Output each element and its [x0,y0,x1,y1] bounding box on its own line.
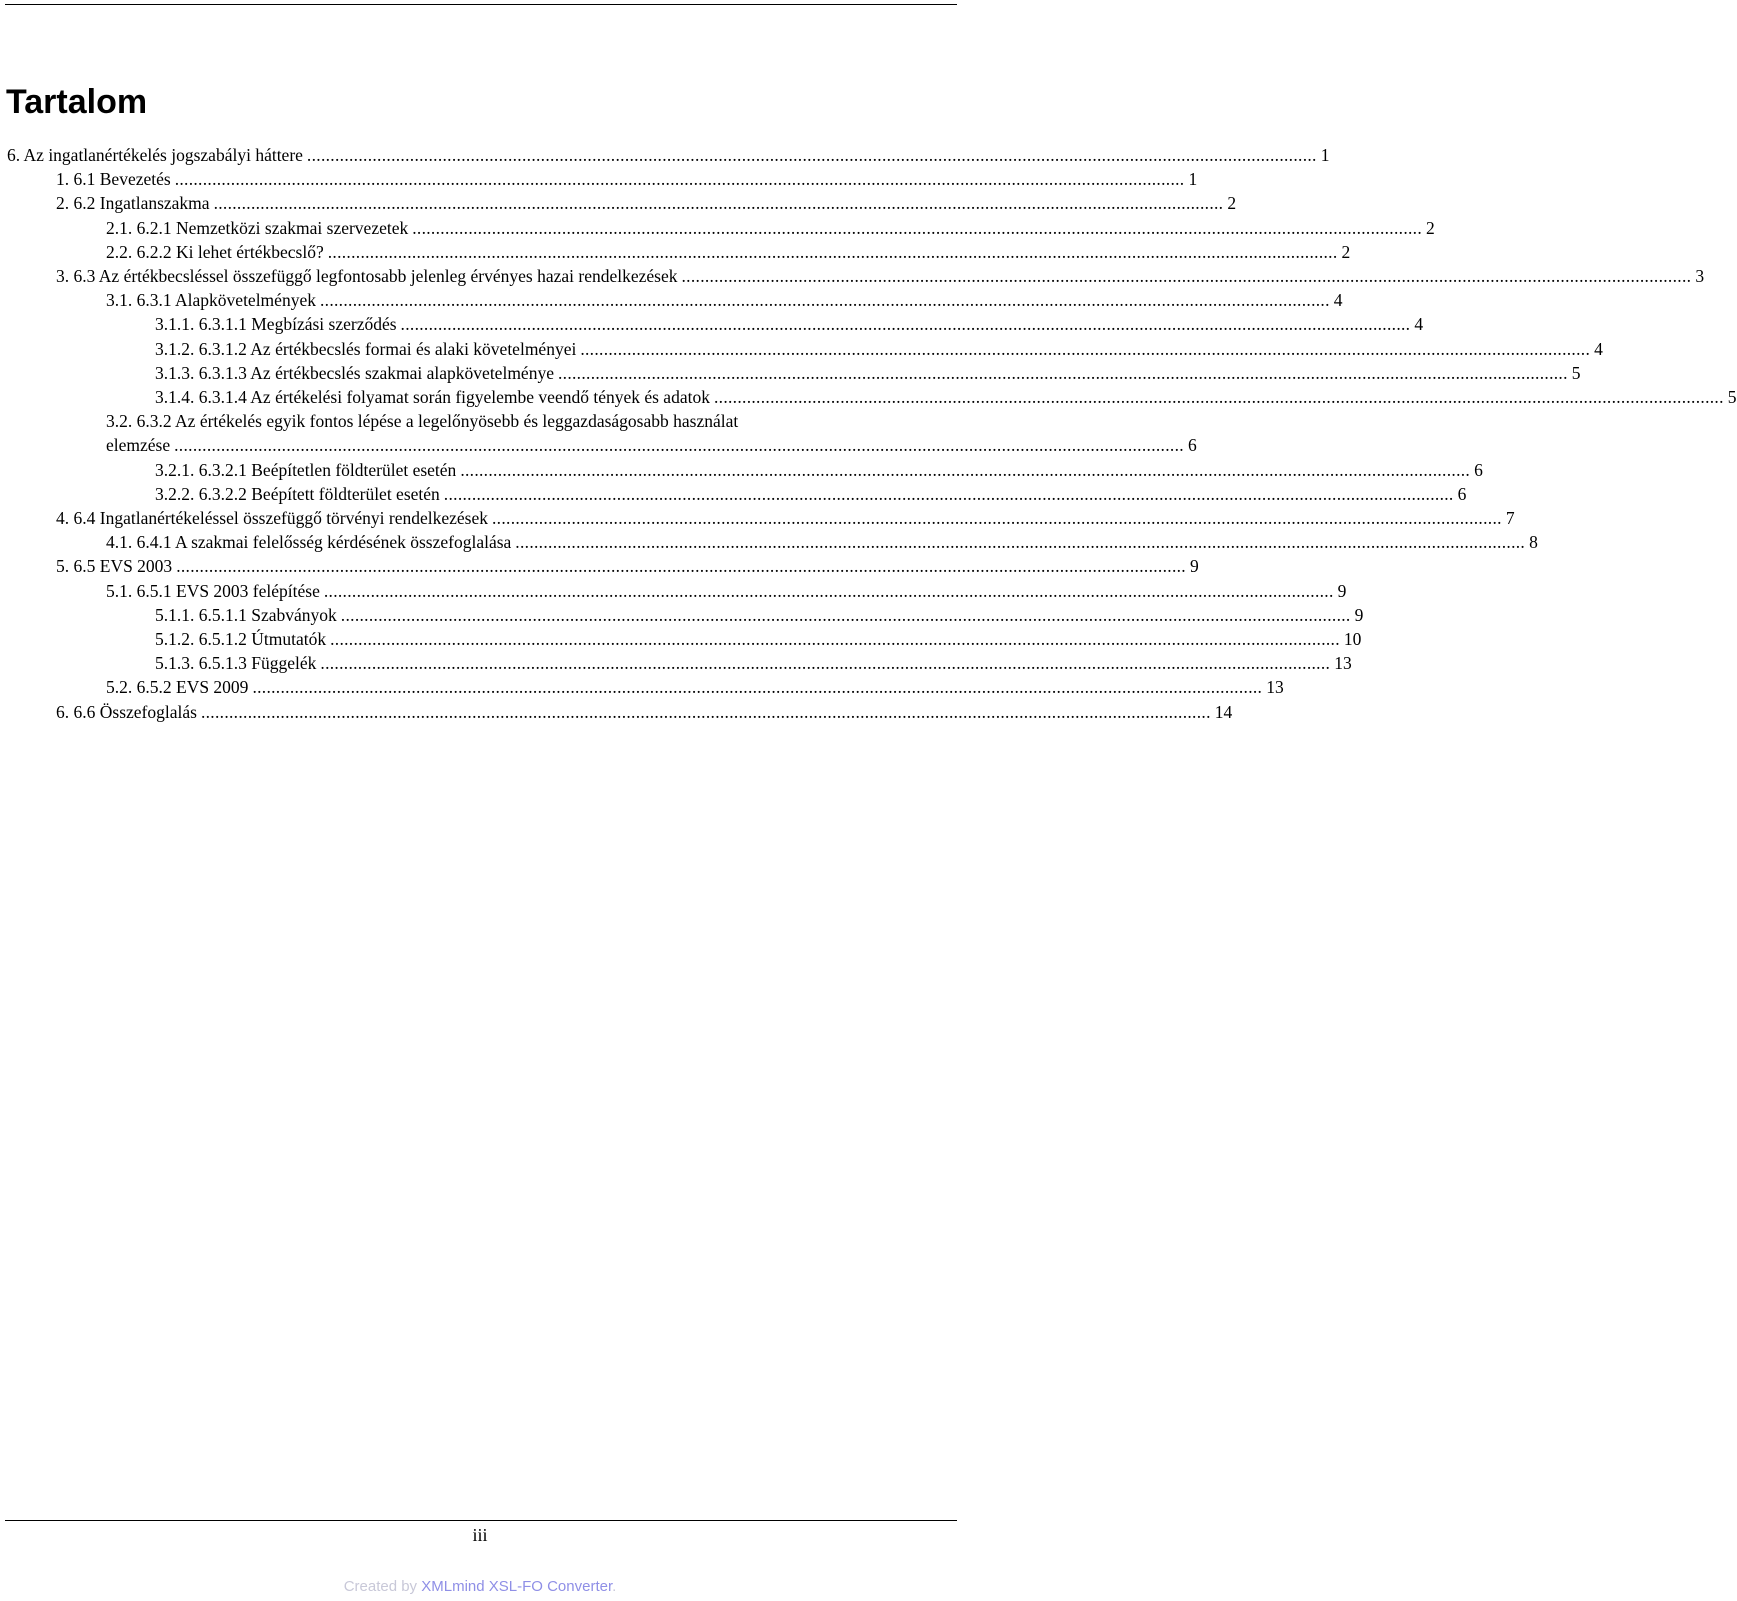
toc-entry[interactable] [0,482,1467,506]
generator-credit [0,1578,960,1596]
dot-leader: ........................................................................................................................................................................................................................ [713,387,1724,408]
toc-entry-page: 1 [1320,145,1330,165]
toc-entry[interactable] [0,627,1362,651]
toc-entry[interactable] [0,337,1603,361]
toc-entry[interactable] [0,554,1199,578]
toc-entry[interactable] [0,385,1737,409]
toc-entry-page: 2 [1426,217,1435,238]
toc-entry-label: 6. Az ingatlanértékelés jogszabályi háttere [7,145,303,165]
toc-entry-page: 6 [1457,483,1467,504]
toc-entry-page: 5 [1571,362,1581,383]
toc-entry-label: 3.1.3. 6.3.1.3 Az értékbecslés szakmai alapkövetelménye [155,362,554,383]
toc-entry-label: 3.1.4. 6.3.1.4 Az értékelési folyamat során figyelembe veendő tények és adatok [155,387,710,408]
toc-entry[interactable] [0,700,1233,724]
toc-entry-label: 1. 6.1 Bevezetés [56,169,171,190]
toc-entry[interactable] [0,458,1483,482]
toc-entry-page: 14 [1214,701,1233,722]
page-title: Tartalom [6,83,148,121]
dot-leader: ........................................................................................................................................................................................................................ [580,338,1591,359]
toc-entry-label: 2. 6.2 Ingatlanszakma [56,193,210,214]
toc-entry-label: 5.1.1. 6.5.1.1 Szabványok [155,604,337,625]
dot-leader: ........................................................................................................................................................................................................................ [330,629,1340,650]
toc-entry[interactable] [0,530,1538,554]
toc-entry[interactable] [0,312,1424,336]
dot-leader: ........................................................................................................................................................................................................................ [400,314,1411,335]
toc-entry[interactable] [0,409,1197,457]
toc-entry-page: 13 [1334,653,1352,674]
toc-entry-label: 3.2.1. 6.3.2.1 Beépítetlen földterület esetén [155,459,457,480]
toc-entry-page: 5 [1727,387,1737,408]
dot-leader: ........................................................................................................................................................................................................................ [327,241,1338,262]
toc-entry[interactable] [0,288,1343,312]
page-number: iii [472,1525,488,1545]
toc-entry-page: 3 [1695,266,1705,287]
toc-entry-label: 3.1.2. 6.3.1.2 Az értékbecslés formai és alaki követelményei [155,338,577,359]
dot-leader: ........................................................................................................................................................................................................................ [443,483,1454,504]
dot-leader: ........................................................................................................................................................................................................................ [557,362,1568,383]
toc-entry-page: 6 [1187,435,1197,456]
toc-entry-page: 4 [1333,290,1343,311]
generator-link[interactable]: XMLmind XSL-FO Converter [421,1578,613,1595]
dot-leader: ........................................................................................................................................................................................................................ [515,532,1526,553]
generator-suffix: . [612,1578,617,1595]
toc-entry[interactable] [0,143,1330,167]
dot-leader: ........................................................................................................................................................................................................................ [213,193,1224,214]
dot-leader: ........................................................................................................................................................................................................................ [200,701,1211,722]
toc-entry-page: 6 [1474,459,1483,480]
toc-entry-label: 5. 6.5 EVS 2003 [56,556,173,577]
toc-entry[interactable] [0,240,1351,264]
toc-entry-page: 2 [1341,241,1351,262]
dot-leader: ........................................................................................................................................................................................................................ [681,266,1692,287]
toc-entry-page: 9 [1337,580,1347,601]
toc-entry-page: 8 [1529,532,1538,553]
toc-entry-page: 4 [1414,314,1424,335]
dot-leader: ........................................................................................................................................................................................................................ [340,604,1351,625]
toc-entry[interactable] [0,675,1284,699]
toc-entry[interactable] [0,506,1515,530]
toc-entry-label: 3.2.2. 6.3.2.2 Beépített földterület esetén [155,483,440,504]
dot-leader: ........................................................................................................................................................................................................................ [320,653,1331,674]
toc-entry[interactable] [0,651,1352,675]
toc-entry-label: elemzése [106,435,171,456]
toc-entry-label: 3.1. 6.3.1 Alapkövetelmények [106,290,316,311]
dot-leader: ........................................................................................................................................................................................................................ [460,459,1471,480]
toc-entry-label-line: 3.2. 6.3.2 Az értékelés egyik fontos lépése a legelőnyösebb és leggazdaságosabb használat [106,411,739,432]
dot-leader: ........................................................................................................................................................................................................................ [252,677,1263,698]
toc-entry[interactable] [0,361,1581,385]
toc-entry[interactable] [0,167,1198,191]
toc-entry-page: 4 [1594,338,1603,359]
dot-leader: ........................................................................................................................................................................................................................ [319,290,1330,311]
toc-entry-label: 5.1.2. 6.5.1.2 Útmutatók [155,629,327,650]
toc-entry[interactable] [0,579,1347,603]
toc-entry-label: 3.1.1. 6.3.1.1 Megbízási szerződés [155,314,397,335]
toc-entry-page: 9 [1190,556,1199,577]
toc-entry-page: 7 [1505,508,1515,529]
dot-leader: ........................................................................................................................................................................................................................ [412,217,1423,238]
toc-entry-label: 5.1.3. 6.5.1.3 Függelék [155,653,317,674]
toc-entry[interactable] [0,191,1237,215]
toc-entry-label: 4. 6.4 Ingatlanértékeléssel összefüggő törvényi rendelkezések [56,508,488,529]
toc-entry-page: 9 [1354,604,1364,625]
generator-prefix: Created by [343,1578,422,1595]
toc-entry-label: 5.1. 6.5.1 EVS 2003 felépítése [106,580,320,601]
toc-entry-label: 2.2. 6.2.2 Ki lehet értékbecslő? [106,241,324,262]
toc-entry-label: 2.1. 6.2.1 Nemzetközi szakmai szervezetek [106,217,409,238]
toc-entry-page: 10 [1343,629,1362,650]
toc-entry-label: 3. 6.3 Az értékbecsléssel összefüggő legfontosabb jelenleg érvényes hazai rendelkezések [56,266,678,287]
toc-entry-label: 6. 6.6 Összefoglalás [56,701,197,722]
toc-entry-label: 5.2. 6.5.2 EVS 2009 [106,677,249,698]
dot-leader: ........................................................................................................................................................................................................................ [492,508,1502,529]
toc-entry[interactable] [0,603,1364,627]
dot-leader: ........................................................................................................................................................................................................................ [176,556,1186,577]
table-of-contents [0,143,1737,724]
dot-leader: ........................................................................................................................................................................................................................ [323,580,1334,601]
toc-entry-label: 4.1. 6.4.1 A szakmai felelősség kérdésének összefoglalása [106,532,512,553]
dot-leader: ........................................................................................................................................................................................................................ [174,169,1185,190]
dot-leader: ........................................................................................................................................................................................................................ [306,145,1317,165]
toc-entry[interactable] [0,264,1705,288]
toc-entry-page: 2 [1227,193,1237,214]
toc-entry-page: 1 [1188,169,1198,190]
dot-leader: ........................................................................................................................................................................................................................ [174,435,1184,456]
top-rule [5,4,957,5]
toc-entry[interactable] [0,216,1435,240]
footer-rule [5,1520,957,1521]
toc-entry-page: 13 [1266,677,1284,698]
